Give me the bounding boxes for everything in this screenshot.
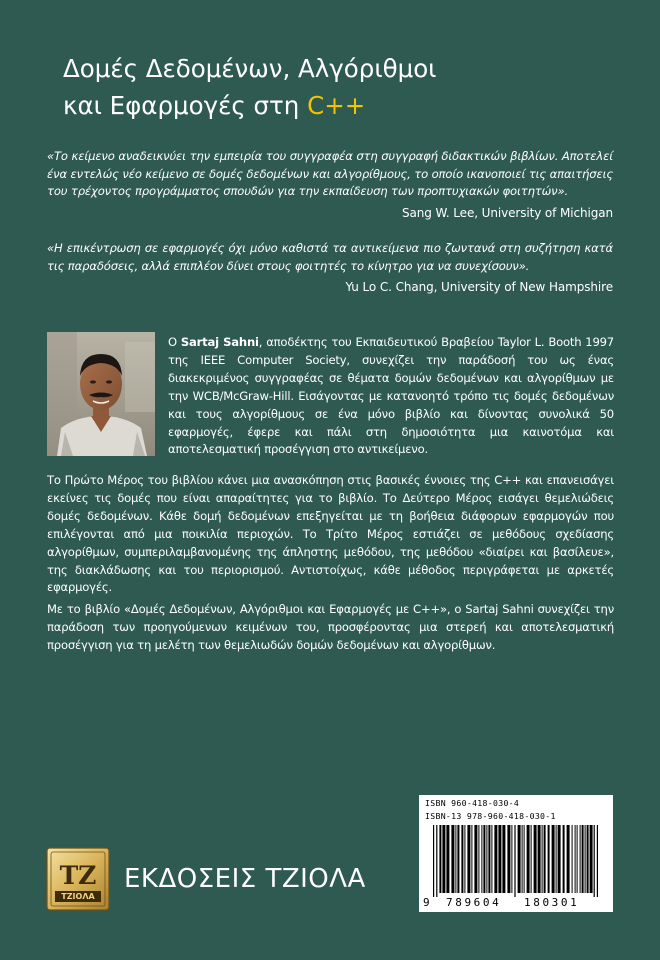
book-title-line-2-text: και Εφαρμογές στη bbox=[63, 91, 308, 120]
barcode-bar bbox=[455, 825, 456, 893]
barcode-bar bbox=[585, 825, 586, 893]
barcode-digit-lead: 9 bbox=[423, 896, 430, 909]
publisher-logo bbox=[46, 847, 110, 911]
barcode-bar bbox=[457, 825, 459, 893]
barcode-bar bbox=[451, 825, 454, 893]
barcode-bar bbox=[511, 825, 512, 893]
barcode-bar bbox=[590, 825, 593, 893]
barcode-bar bbox=[491, 825, 492, 893]
barcode-bar bbox=[580, 825, 581, 893]
barcode-bar bbox=[471, 825, 472, 893]
barcode-bar bbox=[518, 825, 521, 893]
barcode-bar bbox=[577, 825, 578, 893]
barcode-bar bbox=[538, 825, 541, 893]
review-quote-author: Sang W. Lee, University of Michigan bbox=[401, 205, 613, 220]
review-quote-author: Yu Lo C. Chang, University of New Hampshire bbox=[345, 280, 613, 294]
barcode-bar bbox=[582, 825, 584, 893]
barcode-bars bbox=[419, 825, 613, 897]
isbn-barcode bbox=[419, 795, 613, 912]
barcode-bar bbox=[542, 825, 543, 893]
book-title bbox=[63, 50, 623, 124]
barcode-bar bbox=[597, 825, 598, 897]
barcode-bar bbox=[514, 825, 515, 897]
book-title-line-2 bbox=[63, 87, 623, 124]
barcode-bar bbox=[433, 825, 434, 897]
publisher-logo-text: ΤΖΙΟΛΑ bbox=[61, 892, 95, 901]
barcode-bar bbox=[498, 825, 501, 893]
author-name: Sartaj Sahni bbox=[180, 335, 259, 349]
author-bio-text: , αποδέκτης του Εκπαιδευτικού Βραβείου Taylor L. Booth 1997 της IEEE Computer Society, συνεχίζει την παράδοσή του ως ένας διακεκριμένος συγγραφέας σε θέματα δομών δεδομένων και αλγορίθμων με την WCB/McGraw-Hill. Εισάγοντας με κατανοητό τρόπο τις δομές δεδομένων και τους αλγορίθμους σε ένα μόνο βιβλίο και δίνοντας συνολικά 50 εφαρμογές, έφερε και πάλι στη δημοσιότητα μια καινοτόμα και αποτελεσματική προσέγγιση στο αντικείμενο. bbox=[168, 335, 614, 457]
barcode-bar bbox=[567, 825, 570, 893]
barcode-bar bbox=[563, 825, 565, 893]
author-bio-prefix: Ο bbox=[168, 335, 181, 349]
author-photo-image bbox=[47, 332, 155, 456]
barcode-bar bbox=[464, 825, 465, 893]
isbn-10: ISBN 960-418-030-4 bbox=[425, 798, 520, 808]
barcode-bar bbox=[527, 825, 530, 893]
barcode-bar bbox=[534, 825, 537, 893]
author-bio bbox=[168, 334, 614, 459]
barcode-bar bbox=[572, 825, 573, 893]
review-quote-text: «Το κείμενο αναδεικνύει την εμπειρία του συγγραφέα στη συγγραφή διδακτικών βιβλίων. Αποτελεί ένα εντελώς νέο κείμενο σε δομές δεδομένων και αλγορίθμους, το οποίο ικανοποιεί τις απαιτήσεις του τρέχοντος προγράμματος σπουδών για την εκπαίδευση των προπτυχιακών φοιτητών». bbox=[47, 149, 613, 198]
barcode-bar bbox=[552, 825, 555, 893]
barcode-digits-left: 789604 bbox=[446, 896, 502, 909]
book-title-line-1: Δομές Δεδομένων, Αλγόριθμοι bbox=[63, 54, 437, 83]
barcode-digits-right: 180301 bbox=[524, 896, 580, 909]
barcode-bar bbox=[558, 825, 561, 893]
book-title-cpp: C++ bbox=[307, 91, 366, 120]
barcode-bar bbox=[446, 825, 449, 893]
barcode-bar bbox=[461, 825, 463, 893]
barcode-bar bbox=[486, 825, 487, 893]
barcode-bar bbox=[442, 825, 445, 893]
barcode-bar bbox=[522, 825, 523, 893]
description-paragraph-1: Το Πρώτο Μέρος του βιβλίου κάνει μια ανασκόπηση στις βασικές έννοιες της C++ και επανεισάγει εκείνες τις δομές που είναι απαραίτητες για το βιβλίο. Το Δεύτερο Μέρος εισάγει θεμελιώδεις δομές δεδομένων. Κάθε δομή δεδομένων επεξηγείται με τη βοήθεια διάφορων εφαρμογών που επιλέγονται από μια ποικιλία περιοχών. Το Τρίτο Μέρος εστιάζει σε μεθόδους σχεδίασης αλγορίθμων, συμπεριλαμβανομένης της άπληστης μεθόδου, της μεθόδου «διαίρει και βασίλευε», της διακλάδωσης και του περιορισμού. Αντιστοίχως, κάθε μέθοδος περιγράφεται με αρκετές εφαρμογές. bbox=[47, 473, 614, 595]
barcode-bar bbox=[488, 825, 490, 893]
barcode-bar bbox=[575, 825, 576, 893]
barcode-bar bbox=[594, 825, 595, 897]
author-photo bbox=[47, 332, 155, 456]
svg-text:ΤΖ: ΤΖ bbox=[59, 861, 97, 890]
barcode-bar bbox=[587, 825, 589, 893]
barcode-bar bbox=[439, 825, 441, 893]
review-quote-text: «Η επικέντρωση σε εφαρμογές όχι μόνο καθιστά τα αντικείμενα πιο ζωντανά στη συζήτηση κατά τις παραδόσεις, αλλά επιπλέον δίνει στους φοιτητές το κίνητρο για να συνεχίσουν». bbox=[47, 241, 613, 273]
barcode-bar bbox=[467, 825, 470, 893]
barcode-bar bbox=[524, 825, 525, 893]
barcode-bar bbox=[483, 825, 485, 893]
barcode-bar bbox=[474, 825, 477, 893]
barcode-bar bbox=[478, 825, 479, 893]
barcode-bar bbox=[436, 825, 437, 897]
review-quote-1 bbox=[47, 148, 613, 222]
description-paragraph-2: Με το βιβλίο «Δομές Δεδομένων, Αλγόριθμοι και Εφαρμογές με C++», ο Sartaj Sahni συνεχίζει την παράδοση των προηγούμενων κειμένων του, προσφέροντας μια στερεή και αποτελεσματική προσέγγιση για τη μελέτη των θεμελιωδών δομών δεδομένων και αλγορίθμων. bbox=[47, 602, 614, 652]
publisher-name: ΕΚΔΟΣΕΙΣ ΤΖΙΟΛΑ bbox=[124, 864, 366, 894]
barcode-bar bbox=[494, 825, 497, 893]
barcode-bar bbox=[481, 825, 482, 893]
barcode-bar bbox=[507, 825, 510, 893]
barcode-bar bbox=[548, 825, 550, 893]
barcode-bar bbox=[531, 825, 532, 893]
review-quote-2 bbox=[47, 240, 613, 296]
barcode-bar bbox=[556, 825, 557, 893]
barcode-bar bbox=[544, 825, 546, 893]
barcode-bar bbox=[502, 825, 505, 893]
isbn-13: ISBN-13 978-960-418-030-1 bbox=[425, 811, 556, 821]
